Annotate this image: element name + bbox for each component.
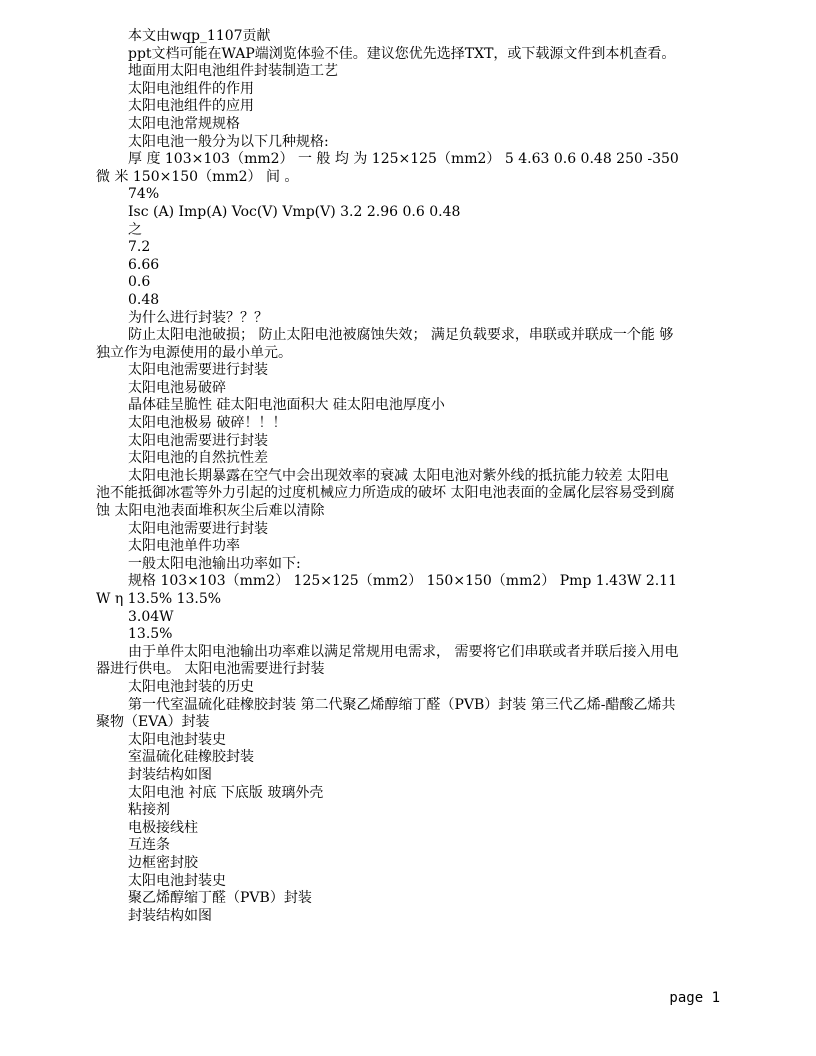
text-line: 为什么进行封装？？？ (128, 309, 268, 326)
text-line: 太阳电池一般分为以下几种规格: (128, 133, 329, 150)
text-line: Isc (A) Imp(A) Voc(V) Vmp(V) 3.2 2.96 0.6 0.48 (128, 203, 461, 220)
text-line: 0.6 (128, 274, 151, 291)
text-line: 太阳电池常规规格 (128, 115, 240, 132)
text-line: 之 (128, 221, 142, 238)
text-line: 互连条 (128, 837, 170, 854)
text-line: 太阳电池组件的作用 (128, 80, 254, 97)
text-line: 一般太阳电池输出功率如下: (128, 555, 301, 572)
text-line: 太阳电池组件的应用 (128, 98, 254, 115)
text-line: 太阳电池封装的历史 (128, 678, 254, 695)
text-line: 本文由wqp_1107贡献 (128, 28, 271, 44)
text-line: 封装结构如图 (128, 766, 212, 783)
text-line: 太阳电池需要进行封装 (128, 362, 268, 379)
text-line: 13.5% (128, 626, 173, 643)
text-line: 电极接线柱 (128, 819, 198, 836)
text-line: 太阳电池单件功率 (128, 538, 240, 555)
text-line: 太阳电池极易 破碎！！！ (128, 415, 287, 432)
text-line: 太阳电池封装史 (128, 872, 226, 889)
text-line: 地面用太阳电池组件封装制造工艺 (128, 63, 338, 80)
text-line: 防止太阳电池破损； 防止太阳电池被腐蚀失效； 满足负载要求，串联或并联成一个能 够独立作为电源使用的最小单元。 (96, 327, 674, 361)
text-line: 3.04W (128, 608, 174, 625)
text-line: 太阳电池需要进行封装 (128, 520, 268, 537)
text-line: 规格 103×103（mm2） 125×125（mm2） 150×150（mm2） Pmp 1.43W 2.11W η 13.5% 13.5% (96, 573, 677, 607)
text-line: 太阳电池需要进行封装 (128, 432, 268, 449)
text-line: 第一代室温硫化硅橡胶封装 第二代聚乙烯醇缩丁醛（PVB）封装 第三代乙烯-醋酸乙烯共聚物（EVA）封装 (96, 696, 676, 731)
text-line: 由于单件太阳电池输出功率难以满足常规用电需求， 需要将它们串联或者并联后接入用电器进行供电。 太阳电池需要进行封装 (96, 643, 679, 678)
text-line: 0.48 (128, 291, 160, 308)
text-line: 太阳电池易破碎 (128, 379, 226, 396)
text-line: 太阳电池 衬底 下底版 玻璃外壳 (128, 784, 324, 801)
text-line: 粘接剂 (128, 802, 170, 819)
text-line: 太阳电池长期暴露在空气中会出现效率的衰减 太阳电池对紫外线的抵抗能力较差 太阳电池不能抵御冰雹等外力引起的过度机械应力所造成的破坏 太阳电池表面的金属化层容易受到腐蚀 太阳电池表面堆积灰尘后难以清除 (96, 467, 675, 520)
text-line: 封装结构如图 (128, 907, 212, 924)
text-line: ppt文档可能在WAP端浏览体验不佳。建议您优先选择TXT，或下载源文件到本机查看。 (128, 45, 676, 62)
document-body (96, 28, 680, 925)
text-line: 厚 度 103×103（mm2） 一 般 均 为 125×125（mm2） 5 4.63 0.6 0.48 250 -350 微 米 150×150（mm2） 间 。 (96, 151, 679, 185)
text-line: 边框密封胶 (128, 854, 198, 871)
text-line: 聚乙烯醇缩丁醛（PVB）封装 (128, 890, 312, 907)
text-line: 74% (128, 186, 160, 203)
text-line: 室温硫化硅橡胶封装 (128, 749, 254, 766)
text-line: 7.2 (128, 239, 151, 256)
text-line: 晶体硅呈脆性 硅太阳电池面积大 硅太阳电池厚度小 (128, 397, 445, 414)
text-line: 太阳电池封装史 (128, 731, 226, 748)
text-line: 6.66 (128, 256, 160, 273)
page-number: page 1 (669, 990, 720, 1006)
text-line: 太阳电池的自然抗性差 (128, 450, 268, 467)
